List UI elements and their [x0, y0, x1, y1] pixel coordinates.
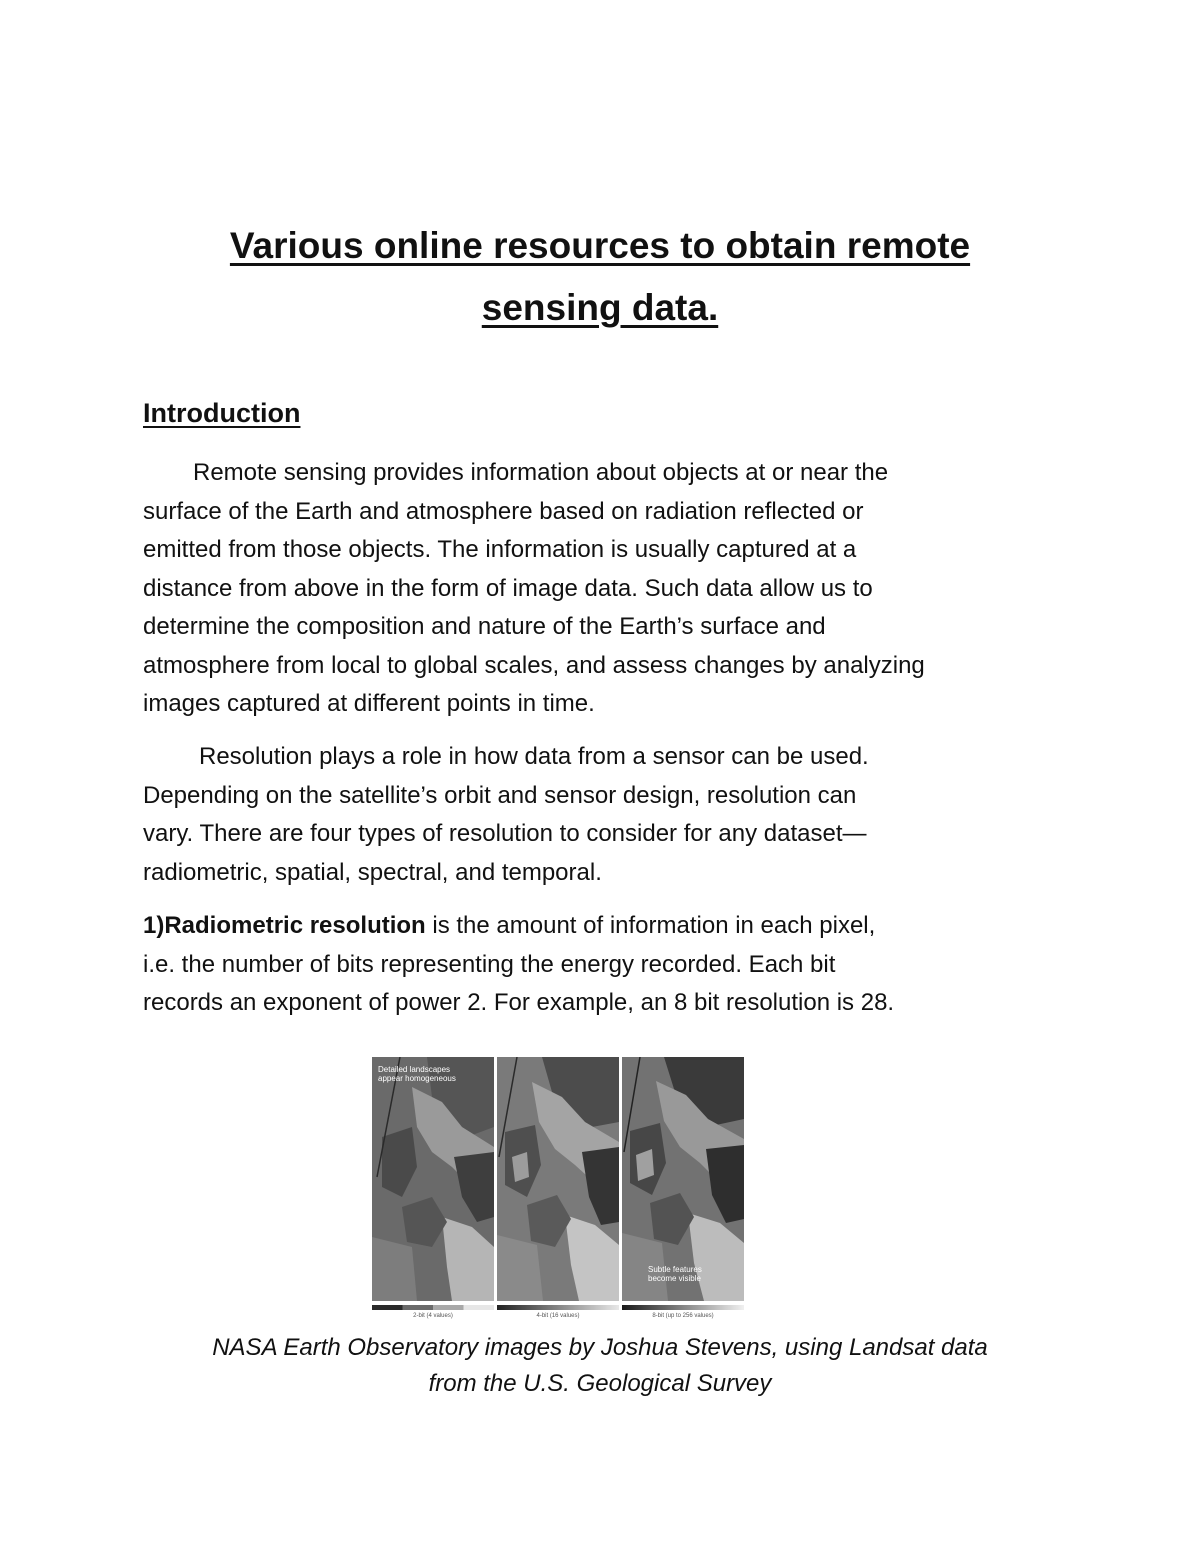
caption-line: NASA Earth Observatory images by Joshua Stevens, using Landsat data: [212, 1334, 988, 1361]
label-line: appear homogeneous: [378, 1074, 456, 1083]
text-line: distance from above in the form of image data. Such data allow us to: [143, 574, 873, 602]
panel-3-label: [648, 1265, 702, 1283]
satellite-image-4bit: [497, 1057, 619, 1301]
text-line: atmosphere from local to global scales, and assess changes by analyzing: [143, 651, 925, 679]
satellite-image-8bit: [622, 1057, 744, 1301]
text-line: Remote sensing provides information about objects at or near the: [193, 459, 889, 486]
scale-bar-4bit: [497, 1305, 619, 1310]
satellite-image-2bit: [372, 1057, 494, 1301]
introduction-heading: Introduction: [143, 398, 301, 428]
text-line: determine the composition and nature of the Earth’s surface and: [143, 613, 826, 640]
intro-paragraph-1: [143, 454, 1073, 724]
label-line: Subtle features: [648, 1265, 702, 1274]
label-line: become visible: [648, 1274, 701, 1283]
text-line: emitted from those objects. The information is usually captured at a: [143, 536, 857, 563]
text-line: images captured at different points in time.: [143, 690, 595, 717]
text-fragment: is the amount of information in each pixel,: [425, 912, 876, 939]
text-line: i.e. the number of bits representing the energy recorded. Each bit: [143, 950, 836, 978]
scale-label-2bit: 2-bit (4 values): [413, 1313, 453, 1319]
title-line-1: Various online resources to obtain remote: [229, 225, 971, 266]
text-line: surface of the Earth and atmosphere based on radiation reflected or: [143, 497, 864, 525]
page-title: [150, 215, 1050, 339]
resolution-paragraph: [143, 738, 1073, 892]
text-line: vary. There are four types of resolution to consider for any dataset—: [143, 820, 867, 847]
text-line: Resolution plays a role in how data from a sensor can be used.: [199, 743, 869, 770]
label-line: Detailed landscapes: [378, 1065, 451, 1074]
scale-bar-2bit: [372, 1305, 494, 1310]
scale-label-8bit: 8-bit (up to 256 values): [652, 1313, 714, 1319]
panel-1-label: [378, 1065, 456, 1083]
title-line-2: sensing data.: [481, 287, 719, 328]
radiometric-paragraph: [143, 907, 1073, 1023]
caption-line: from the U.S. Geological Survey: [428, 1370, 772, 1397]
radiometric-comparison-figure: [372, 1057, 744, 1325]
figure-caption: [100, 1330, 1100, 1402]
text-line: records an exponent of power 2. For example, an 8 bit resolution is 28.: [143, 989, 895, 1016]
text-line: radiometric, spatial, spectral, and temporal.: [143, 858, 602, 886]
scale-bar-8bit: [622, 1305, 744, 1310]
text-line: [143, 907, 1073, 946]
scale-label-4bit: 4-bit (16 values): [536, 1313, 580, 1319]
radiometric-term: 1)Radiometric resolution: [143, 912, 426, 939]
text-line: Depending on the satellite’s orbit and sensor design, resolution can: [143, 781, 857, 809]
